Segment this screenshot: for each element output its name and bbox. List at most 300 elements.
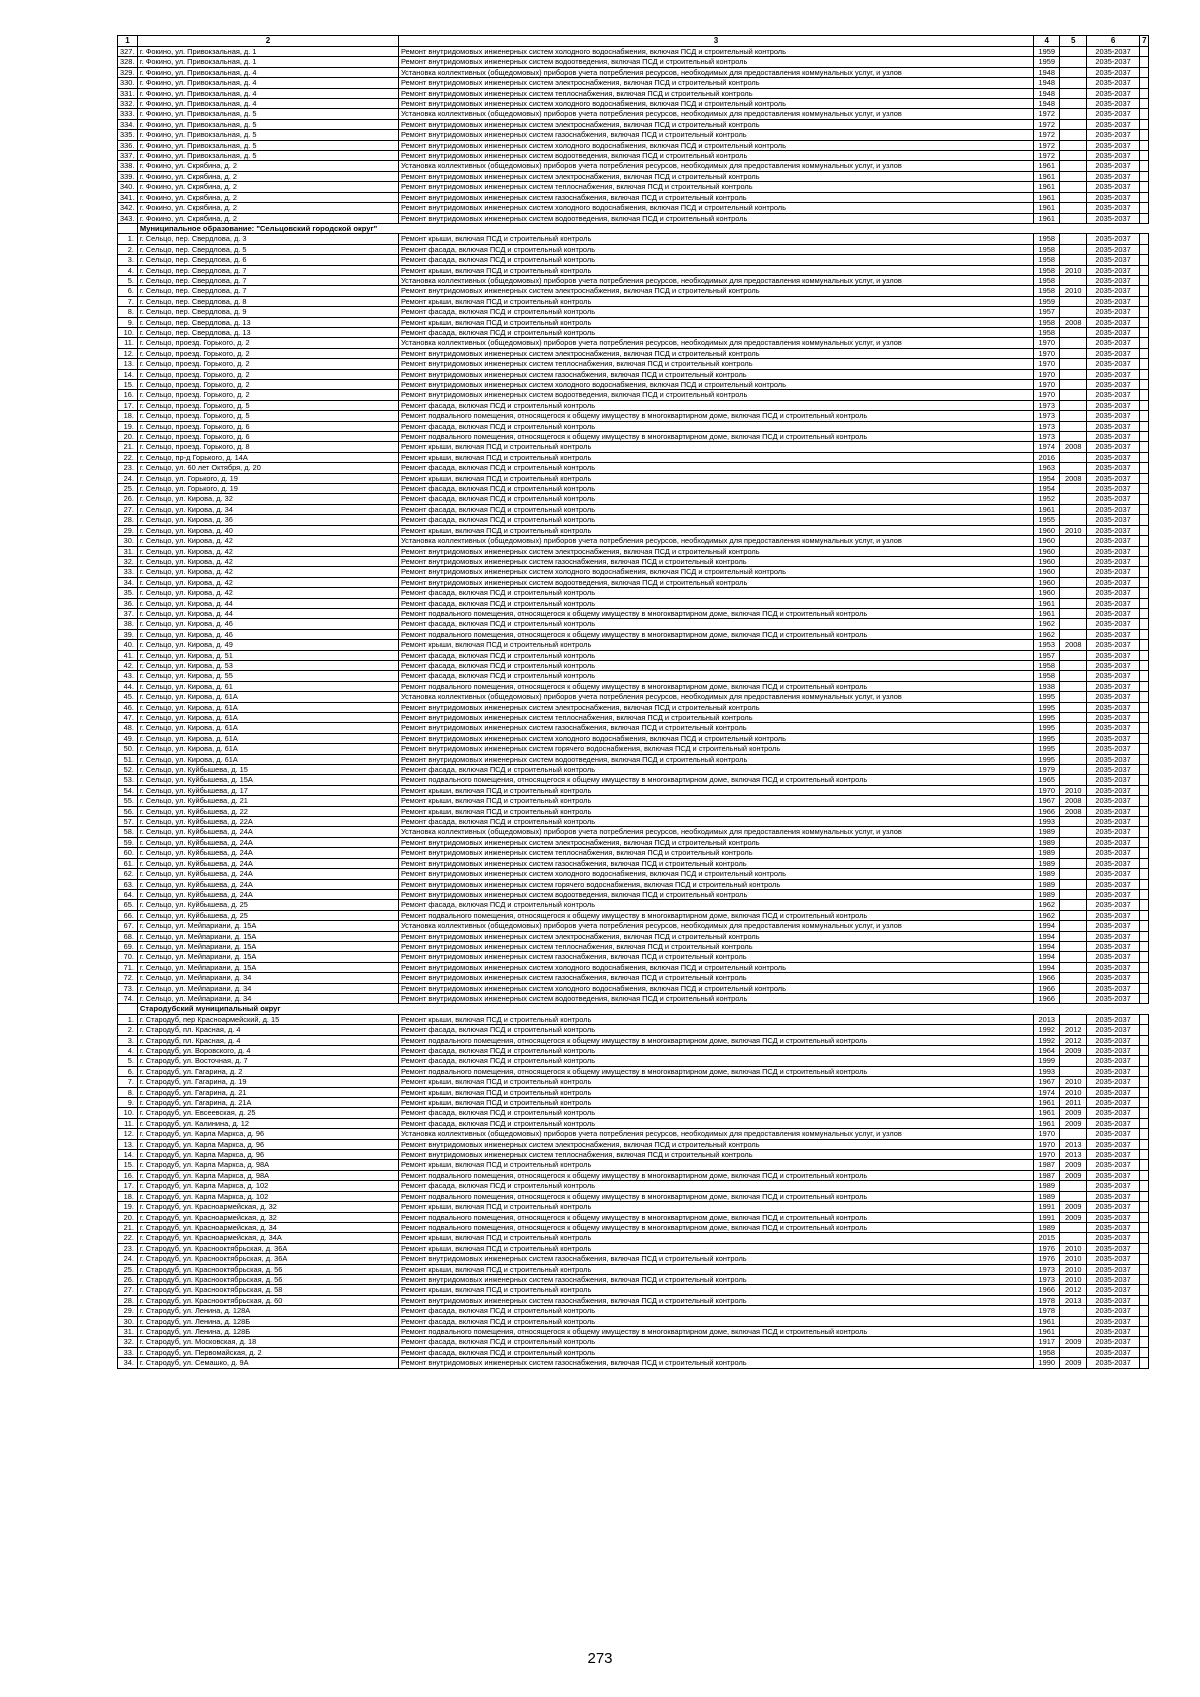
row-year-repair bbox=[1060, 733, 1087, 743]
row-year-built: 1958 bbox=[1033, 286, 1060, 296]
table-row bbox=[118, 1295, 1149, 1305]
row-number: 336. bbox=[118, 140, 138, 150]
header-col-7: 7 bbox=[1140, 36, 1149, 47]
table-row bbox=[118, 452, 1149, 462]
row-year-repair bbox=[1060, 88, 1087, 98]
row-work-type: Ремонт фасада, включая ПСД и строительный контроль bbox=[398, 504, 1033, 514]
row-col-7 bbox=[1140, 57, 1149, 67]
row-work-type: Ремонт крыши, включая ПСД и строительный контроль bbox=[398, 473, 1033, 483]
row-address: г. Сельцо, ул. Кирова, д. 61А bbox=[137, 713, 398, 723]
row-year-built: 1963 bbox=[1033, 463, 1060, 473]
row-work-type: Ремонт фасада, включая ПСД и строительный контроль bbox=[398, 1181, 1033, 1191]
row-col-7 bbox=[1140, 723, 1149, 733]
row-work-type: Ремонт подвального помещения, относящегося к общему имуществу в многоквартирном доме, включая ПСД и строительный контроль bbox=[398, 411, 1033, 421]
row-address: г. Сельцо, ул. Куйбышева, д. 22 bbox=[137, 806, 398, 816]
row-number: 8. bbox=[118, 1087, 138, 1097]
row-year-repair: 2013 bbox=[1060, 1139, 1087, 1149]
row-col-7 bbox=[1140, 234, 1149, 244]
row-period: 2035-2037 bbox=[1087, 99, 1140, 109]
row-col-7 bbox=[1140, 692, 1149, 702]
row-address: г. Стародуб, ул. Краснооктябрьская, д. 58 bbox=[137, 1285, 398, 1295]
row-year-repair bbox=[1060, 921, 1087, 931]
row-address: г. Сельцо, ул. Куйбышева, д. 24А bbox=[137, 869, 398, 879]
row-period: 2035-2037 bbox=[1087, 255, 1140, 265]
row-period: 2035-2037 bbox=[1087, 338, 1140, 348]
row-work-type: Ремонт внутридомовых инженерных систем электроснабжения, включая ПСД и строительный контроль bbox=[398, 78, 1033, 88]
table-row bbox=[118, 1285, 1149, 1295]
table-row bbox=[118, 983, 1149, 993]
row-work-type: Ремонт внутридомовых инженерных систем водоотведения, включая ПСД и строительный контроль bbox=[398, 577, 1033, 587]
row-number: 38. bbox=[118, 619, 138, 629]
row-work-type: Ремонт внутридомовых инженерных систем электроснабжения, включая ПСД и строительный контроль bbox=[398, 546, 1033, 556]
header-col-3: 3 bbox=[398, 36, 1033, 47]
row-work-type: Ремонт внутридомовых инженерных систем электроснабжения, включая ПСД и строительный контроль bbox=[398, 931, 1033, 941]
row-year-repair bbox=[1060, 817, 1087, 827]
row-address: г. Сельцо, проезд. Горького, д. 6 bbox=[137, 432, 398, 442]
table-row bbox=[118, 702, 1149, 712]
row-year-built: 1954 bbox=[1033, 484, 1060, 494]
row-number: 21. bbox=[118, 1222, 138, 1232]
row-number: 18. bbox=[118, 1191, 138, 1201]
row-year-repair bbox=[1060, 900, 1087, 910]
row-work-type: Ремонт внутридомовых инженерных систем холодного водоснабжения, включая ПСД и строительный контроль bbox=[398, 869, 1033, 879]
row-period: 2035-2037 bbox=[1087, 1129, 1140, 1139]
row-number: 337. bbox=[118, 151, 138, 161]
row-col-7 bbox=[1140, 255, 1149, 265]
table-row bbox=[118, 1264, 1149, 1274]
row-year-repair bbox=[1060, 660, 1087, 670]
row-address: г. Стародуб, пл. Красная, д. 4 bbox=[137, 1035, 398, 1045]
table-row bbox=[118, 889, 1149, 899]
table-row bbox=[118, 1014, 1149, 1024]
row-period: 2035-2037 bbox=[1087, 765, 1140, 775]
row-period: 2035-2037 bbox=[1087, 1150, 1140, 1160]
row-address: г. Сельцо, проезд. Горького, д. 5 bbox=[137, 411, 398, 421]
row-year-built: 1989 bbox=[1033, 869, 1060, 879]
row-number: 37. bbox=[118, 608, 138, 618]
row-work-type: Ремонт внутридомовых инженерных систем газоснабжения, включая ПСД и строительный контроль bbox=[398, 1358, 1033, 1368]
row-address: г. Сельцо, ул. Мейпариани, д. 15А bbox=[137, 962, 398, 972]
row-work-type: Ремонт фасада, включая ПСД и строительный контроль bbox=[398, 900, 1033, 910]
row-work-type: Ремонт фасада, включая ПСД и строительный контроль bbox=[398, 484, 1033, 494]
row-year-built: 1961 bbox=[1033, 1326, 1060, 1336]
row-col-7 bbox=[1140, 931, 1149, 941]
row-work-type: Ремонт внутридомовых инженерных систем теплоснабжения, включая ПСД и строительный контроль bbox=[398, 713, 1033, 723]
row-year-built: 1960 bbox=[1033, 525, 1060, 535]
row-number: 23. bbox=[118, 1243, 138, 1253]
row-work-type: Ремонт внутридомовых инженерных систем электроснабжения, включая ПСД и строительный контроль bbox=[398, 348, 1033, 358]
table-row bbox=[118, 1222, 1149, 1232]
row-col-7 bbox=[1140, 1181, 1149, 1191]
row-period: 2035-2037 bbox=[1087, 390, 1140, 400]
table-row bbox=[118, 494, 1149, 504]
row-work-type: Ремонт внутридомовых инженерных систем водоотведения, включая ПСД и строительный контроль bbox=[398, 151, 1033, 161]
row-col-7 bbox=[1140, 99, 1149, 109]
table-row bbox=[118, 161, 1149, 171]
row-number: 46. bbox=[118, 702, 138, 712]
row-col-7 bbox=[1140, 1035, 1149, 1045]
row-period: 2035-2037 bbox=[1087, 588, 1140, 598]
row-work-type: Ремонт крыши, включая ПСД и строительный контроль bbox=[398, 317, 1033, 327]
row-period: 2035-2037 bbox=[1087, 869, 1140, 879]
row-year-repair bbox=[1060, 411, 1087, 421]
row-work-type: Ремонт внутридомовых инженерных систем теплоснабжения, включая ПСД и строительный контроль bbox=[398, 359, 1033, 369]
row-work-type: Установка коллективных (общедомовых) приборов учета потребления ресурсов, необходимых для предоставления коммунальных услуг, и узлов bbox=[398, 275, 1033, 285]
row-col-7 bbox=[1140, 1337, 1149, 1347]
section-spacer bbox=[118, 1004, 138, 1014]
row-period: 2035-2037 bbox=[1087, 1295, 1140, 1305]
row-year-repair bbox=[1060, 192, 1087, 202]
row-col-7 bbox=[1140, 1222, 1149, 1232]
row-year-built: 1952 bbox=[1033, 494, 1060, 504]
row-period: 2035-2037 bbox=[1087, 1347, 1140, 1357]
row-address: г. Стародуб, ул. Карла Маркса, д. 102 bbox=[137, 1191, 398, 1201]
row-year-built: 1958 bbox=[1033, 255, 1060, 265]
row-number: 57. bbox=[118, 817, 138, 827]
row-number: 32. bbox=[118, 1337, 138, 1347]
row-year-built: 1965 bbox=[1033, 775, 1060, 785]
row-year-repair bbox=[1060, 307, 1087, 317]
table-row bbox=[118, 536, 1149, 546]
row-address: г. Сельцо, ул. Кирова, д. 61А bbox=[137, 744, 398, 754]
row-year-repair: 2009 bbox=[1060, 1212, 1087, 1222]
row-year-built: 1960 bbox=[1033, 588, 1060, 598]
row-address: г. Сельцо, ул. Куйбышева, д. 24А bbox=[137, 858, 398, 868]
row-period: 2035-2037 bbox=[1087, 151, 1140, 161]
row-period: 2035-2037 bbox=[1087, 275, 1140, 285]
row-year-built: 1972 bbox=[1033, 109, 1060, 119]
row-year-built: 1958 bbox=[1033, 317, 1060, 327]
row-year-repair bbox=[1060, 452, 1087, 462]
row-year-repair: 2009 bbox=[1060, 1108, 1087, 1118]
row-work-type: Ремонт внутридомовых инженерных систем газоснабжения, включая ПСД и строительный контроль bbox=[398, 952, 1033, 962]
row-number: 39. bbox=[118, 629, 138, 639]
section-header-row bbox=[118, 223, 1149, 233]
row-number: 5. bbox=[118, 275, 138, 285]
row-number: 49. bbox=[118, 733, 138, 743]
table-row bbox=[118, 806, 1149, 816]
row-year-built: 1995 bbox=[1033, 744, 1060, 754]
row-address: г. Стародуб, ул. Красноармейская, д. 32 bbox=[137, 1212, 398, 1222]
row-period: 2035-2037 bbox=[1087, 473, 1140, 483]
table-row bbox=[118, 1056, 1149, 1066]
row-address: г. Сельцо, ул. Кирова, д. 61А bbox=[137, 692, 398, 702]
row-work-type: Ремонт внутридомовых инженерных систем холодного водоснабжения, включая ПСД и строительный контроль bbox=[398, 380, 1033, 390]
table-row bbox=[118, 577, 1149, 587]
row-work-type: Ремонт внутридомовых инженерных систем теплоснабжения, включая ПСД и строительный контроль bbox=[398, 1150, 1033, 1160]
row-address: г. Стародуб, ул. Краснооктябрьская, д. 56 bbox=[137, 1264, 398, 1274]
row-col-7 bbox=[1140, 921, 1149, 931]
row-number: 332. bbox=[118, 99, 138, 109]
table-row bbox=[118, 1306, 1149, 1316]
row-work-type: Установка коллективных (общедомовых) приборов учета потребления ресурсов, необходимых для предоставления коммунальных услуг, и узлов bbox=[398, 536, 1033, 546]
row-number: 340. bbox=[118, 182, 138, 192]
row-work-type: Ремонт внутридомовых инженерных систем горячего водоснабжения, включая ПСД и строительный контроль bbox=[398, 879, 1033, 889]
row-period: 2035-2037 bbox=[1087, 1233, 1140, 1243]
table-row bbox=[118, 1035, 1149, 1045]
row-year-built: 1961 bbox=[1033, 1118, 1060, 1128]
row-address: г. Сельцо, ул. Кирова, д. 32 bbox=[137, 494, 398, 504]
table-row bbox=[118, 88, 1149, 98]
row-work-type: Установка коллективных (общедомовых) приборов учета потребления ресурсов, необходимых для предоставления коммунальных услуг, и узлов bbox=[398, 921, 1033, 931]
row-address: г. Сельцо, проезд. Горького, д. 2 bbox=[137, 338, 398, 348]
row-year-repair bbox=[1060, 973, 1087, 983]
row-number: 48. bbox=[118, 723, 138, 733]
row-address: г. Сельцо, пер. Свердлова, д. 6 bbox=[137, 255, 398, 265]
row-number: 16. bbox=[118, 1170, 138, 1180]
row-col-7 bbox=[1140, 151, 1149, 161]
table-row bbox=[118, 463, 1149, 473]
row-period: 2035-2037 bbox=[1087, 119, 1140, 129]
row-period: 2035-2037 bbox=[1087, 57, 1140, 67]
table-row bbox=[118, 515, 1149, 525]
row-address: г. Сельцо, ул. Кирова, д. 42 bbox=[137, 536, 398, 546]
row-year-repair bbox=[1060, 463, 1087, 473]
row-col-7 bbox=[1140, 973, 1149, 983]
row-work-type: Ремонт внутридомовых инженерных систем горячего водоснабжения, включая ПСД и строительный контроль bbox=[398, 744, 1033, 754]
row-year-repair bbox=[1060, 109, 1087, 119]
row-address: г. Фокино, ул. Скрябина, д. 2 bbox=[137, 213, 398, 223]
row-address: г. Сельцо, ул. Мейпариани, д. 15А bbox=[137, 952, 398, 962]
row-address: г. Сельцо, пр-д Горького, д. 14А bbox=[137, 452, 398, 462]
table-row bbox=[118, 921, 1149, 931]
row-work-type: Ремонт внутридомовых инженерных систем газоснабжения, включая ПСД и строительный контроль bbox=[398, 1295, 1033, 1305]
row-address: г. Сельцо, ул. Кирова, д. 36 bbox=[137, 515, 398, 525]
row-work-type: Установка коллективных (общедомовых) приборов учета потребления ресурсов, необходимых для предоставления коммунальных услуг, и узлов bbox=[398, 692, 1033, 702]
row-address: г. Фокино, ул. Привокзальная, д. 4 bbox=[137, 99, 398, 109]
row-work-type: Ремонт крыши, включая ПСД и строительный контроль bbox=[398, 452, 1033, 462]
row-col-7 bbox=[1140, 244, 1149, 254]
row-period: 2035-2037 bbox=[1087, 432, 1140, 442]
row-number: 2. bbox=[118, 1025, 138, 1035]
row-year-built: 1958 bbox=[1033, 671, 1060, 681]
row-number: 67. bbox=[118, 921, 138, 931]
row-address: г. Фокино, ул. Привокзальная, д. 5 bbox=[137, 140, 398, 150]
row-year-repair: 2011 bbox=[1060, 1098, 1087, 1108]
row-work-type: Ремонт крыши, включая ПСД и строительный контроль bbox=[398, 1087, 1033, 1097]
row-period: 2035-2037 bbox=[1087, 348, 1140, 358]
row-number: 20. bbox=[118, 1212, 138, 1222]
row-col-7 bbox=[1140, 1274, 1149, 1284]
row-period: 2035-2037 bbox=[1087, 1170, 1140, 1180]
row-year-repair bbox=[1060, 515, 1087, 525]
row-col-7 bbox=[1140, 369, 1149, 379]
row-address: г. Сельцо, ул. Куйбышева, д. 25 bbox=[137, 900, 398, 910]
row-year-built: 1966 bbox=[1033, 806, 1060, 816]
table-row bbox=[118, 255, 1149, 265]
row-work-type: Ремонт внутридомовых инженерных систем водоотведения, включая ПСД и строительный контроль bbox=[398, 390, 1033, 400]
row-work-type: Ремонт фасада, включая ПСД и строительный контроль bbox=[398, 1347, 1033, 1357]
row-address: г. Сельцо, пер. Свердлова, д. 5 bbox=[137, 244, 398, 254]
row-col-7 bbox=[1140, 1160, 1149, 1170]
row-year-repair: 2012 bbox=[1060, 1025, 1087, 1035]
row-year-built: 1948 bbox=[1033, 99, 1060, 109]
row-address: г. Сельцо, ул. Куйбышева, д. 15А bbox=[137, 775, 398, 785]
row-number: 9. bbox=[118, 1098, 138, 1108]
row-col-7 bbox=[1140, 88, 1149, 98]
row-year-built: 1966 bbox=[1033, 993, 1060, 1003]
row-col-7 bbox=[1140, 681, 1149, 691]
row-col-7 bbox=[1140, 567, 1149, 577]
row-year-built: 1953 bbox=[1033, 640, 1060, 650]
row-address: г. Сельцо, пер. Свердлова, д. 9 bbox=[137, 307, 398, 317]
row-year-built: 1961 bbox=[1033, 504, 1060, 514]
row-address: г. Сельцо, ул. Мейпариани, д. 15А bbox=[137, 921, 398, 931]
table-row bbox=[118, 941, 1149, 951]
row-year-repair bbox=[1060, 1233, 1087, 1243]
row-col-7 bbox=[1140, 265, 1149, 275]
row-year-built: 1970 bbox=[1033, 380, 1060, 390]
row-year-repair: 2009 bbox=[1060, 1337, 1087, 1347]
row-period: 2035-2037 bbox=[1087, 744, 1140, 754]
table-row bbox=[118, 140, 1149, 150]
row-number: 338. bbox=[118, 161, 138, 171]
row-year-repair bbox=[1060, 650, 1087, 660]
row-number: 73. bbox=[118, 983, 138, 993]
row-year-built: 1938 bbox=[1033, 681, 1060, 691]
row-period: 2035-2037 bbox=[1087, 265, 1140, 275]
row-address: г. Сельцо, ул. Кирова, д. 61 bbox=[137, 681, 398, 691]
row-address: г. Сельцо, ул. Мейпариани, д. 34 bbox=[137, 983, 398, 993]
row-address: г. Стародуб, ул. Краснооктябрьская, д. 56 bbox=[137, 1274, 398, 1284]
row-address: г. Сельцо, ул. Кирова, д. 51 bbox=[137, 650, 398, 660]
row-col-7 bbox=[1140, 702, 1149, 712]
row-col-7 bbox=[1140, 536, 1149, 546]
row-year-built: 1955 bbox=[1033, 515, 1060, 525]
row-number: 54. bbox=[118, 785, 138, 795]
table-row bbox=[118, 1337, 1149, 1347]
row-work-type: Ремонт внутридомовых инженерных систем газоснабжения, включая ПСД и строительный контроль bbox=[398, 1274, 1033, 1284]
row-period: 2035-2037 bbox=[1087, 775, 1140, 785]
row-number: 31. bbox=[118, 546, 138, 556]
row-col-7 bbox=[1140, 1212, 1149, 1222]
row-period: 2035-2037 bbox=[1087, 296, 1140, 306]
row-address: г. Сельцо, ул. Кирова, д. 34 bbox=[137, 504, 398, 514]
row-col-7 bbox=[1140, 1056, 1149, 1066]
row-col-7 bbox=[1140, 275, 1149, 285]
row-number: 66. bbox=[118, 910, 138, 920]
row-period: 2035-2037 bbox=[1087, 1066, 1140, 1076]
row-year-repair bbox=[1060, 203, 1087, 213]
row-address: г. Стародуб, ул. Гагарина, д. 2 bbox=[137, 1066, 398, 1076]
row-number: 14. bbox=[118, 369, 138, 379]
row-year-repair bbox=[1060, 400, 1087, 410]
row-period: 2035-2037 bbox=[1087, 837, 1140, 847]
row-address: г. Сельцо, ул. Куйбышева, д. 22А bbox=[137, 817, 398, 827]
header-col-1: 1 bbox=[118, 36, 138, 47]
row-year-built: 1989 bbox=[1033, 1222, 1060, 1232]
row-year-repair bbox=[1060, 275, 1087, 285]
row-year-built: 1948 bbox=[1033, 78, 1060, 88]
row-year-repair bbox=[1060, 941, 1087, 951]
row-period: 2035-2037 bbox=[1087, 1035, 1140, 1045]
row-year-built: 1961 bbox=[1033, 213, 1060, 223]
row-col-7 bbox=[1140, 993, 1149, 1003]
row-work-type: Ремонт фасада, включая ПСД и строительный контроль bbox=[398, 307, 1033, 317]
row-period: 2035-2037 bbox=[1087, 1358, 1140, 1368]
row-year-repair bbox=[1060, 1056, 1087, 1066]
row-address: г. Фокино, ул. Привокзальная, д. 1 bbox=[137, 57, 398, 67]
row-number: 69. bbox=[118, 941, 138, 951]
row-number: 14. bbox=[118, 1150, 138, 1160]
row-col-7 bbox=[1140, 515, 1149, 525]
row-work-type: Ремонт внутридомовых инженерных систем газоснабжения, включая ПСД и строительный контроль bbox=[398, 858, 1033, 868]
row-work-type: Ремонт внутридомовых инженерных систем электроснабжения, включая ПСД и строительный контроль bbox=[398, 702, 1033, 712]
table-row bbox=[118, 879, 1149, 889]
row-work-type: Ремонт фасада, включая ПСД и строительный контроль bbox=[398, 421, 1033, 431]
row-year-repair bbox=[1060, 692, 1087, 702]
row-col-7 bbox=[1140, 1150, 1149, 1160]
row-address: г. Сельцо, ул. Кирова, д. 42 bbox=[137, 546, 398, 556]
row-period: 2035-2037 bbox=[1087, 1098, 1140, 1108]
row-year-built: 1961 bbox=[1033, 598, 1060, 608]
row-year-repair: 2010 bbox=[1060, 1274, 1087, 1284]
row-col-7 bbox=[1140, 192, 1149, 202]
row-col-7 bbox=[1140, 452, 1149, 462]
row-period: 2035-2037 bbox=[1087, 1326, 1140, 1336]
table-row bbox=[118, 827, 1149, 837]
row-work-type: Ремонт фасада, включая ПСД и строительный контроль bbox=[398, 660, 1033, 670]
row-period: 2035-2037 bbox=[1087, 411, 1140, 421]
row-number: 51. bbox=[118, 754, 138, 764]
row-year-repair bbox=[1060, 432, 1087, 442]
row-year-repair bbox=[1060, 952, 1087, 962]
row-period: 2035-2037 bbox=[1087, 983, 1140, 993]
table-row bbox=[118, 1243, 1149, 1253]
row-number: 4. bbox=[118, 1046, 138, 1056]
row-number: 5. bbox=[118, 1056, 138, 1066]
table-row bbox=[118, 681, 1149, 691]
row-col-7 bbox=[1140, 171, 1149, 181]
table-header-row bbox=[118, 36, 1149, 47]
row-address: г. Фокино, ул. Привокзальная, д. 5 bbox=[137, 109, 398, 119]
row-col-7 bbox=[1140, 785, 1149, 795]
row-col-7 bbox=[1140, 390, 1149, 400]
table-row bbox=[118, 1347, 1149, 1357]
row-address: г. Сельцо, ул. Куйбышева, д. 25 bbox=[137, 910, 398, 920]
row-col-7 bbox=[1140, 161, 1149, 171]
row-address: г. Сельцо, пер. Свердлова, д. 13 bbox=[137, 317, 398, 327]
row-col-7 bbox=[1140, 848, 1149, 858]
row-period: 2035-2037 bbox=[1087, 1243, 1140, 1253]
row-col-7 bbox=[1140, 754, 1149, 764]
row-work-type: Ремонт фасада, включая ПСД и строительный контроль bbox=[398, 463, 1033, 473]
row-period: 2035-2037 bbox=[1087, 1087, 1140, 1097]
row-col-7 bbox=[1140, 1129, 1149, 1139]
row-year-built: 1958 bbox=[1033, 244, 1060, 254]
row-year-repair bbox=[1060, 348, 1087, 358]
row-year-repair bbox=[1060, 494, 1087, 504]
row-number: 24. bbox=[118, 473, 138, 483]
row-year-repair bbox=[1060, 629, 1087, 639]
row-address: г. Стародуб, ул. Ленина, д. 128Б bbox=[137, 1316, 398, 1326]
table-row bbox=[118, 765, 1149, 775]
row-address: г. Сельцо, ул. Куйбышева, д. 24А bbox=[137, 827, 398, 837]
row-address: г. Фокино, ул. Скрябина, д. 2 bbox=[137, 203, 398, 213]
row-year-built: 1967 bbox=[1033, 796, 1060, 806]
row-address: г. Сельцо, проезд. Горького, д. 2 bbox=[137, 348, 398, 358]
section-title: Муниципальное образование: "Сельцовский городской округ" bbox=[137, 223, 1148, 233]
table-row bbox=[118, 213, 1149, 223]
row-year-repair bbox=[1060, 130, 1087, 140]
row-work-type: Ремонт подвального помещения, относящегося к общему имуществу в многоквартирном доме, включая ПСД и строительный контроль bbox=[398, 432, 1033, 442]
row-year-repair bbox=[1060, 296, 1087, 306]
row-address: г. Стародуб, ул. Гагарина, д. 21 bbox=[137, 1087, 398, 1097]
row-year-built: 1961 bbox=[1033, 171, 1060, 181]
row-address: г. Стародуб, ул. Семашко, д. 9А bbox=[137, 1358, 398, 1368]
table-row bbox=[118, 203, 1149, 213]
row-col-7 bbox=[1140, 473, 1149, 483]
